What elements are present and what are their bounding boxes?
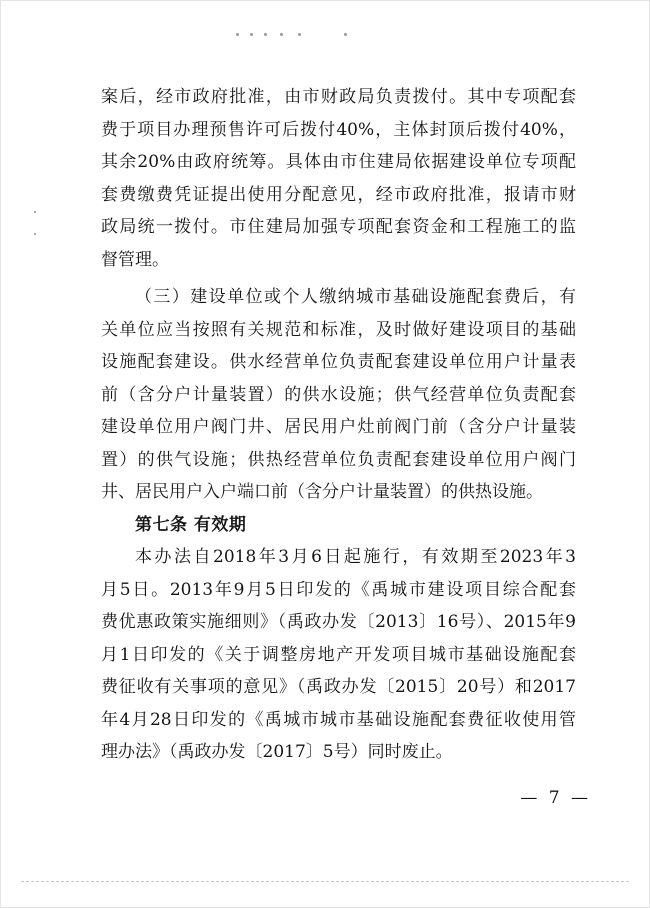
text-line: 月1日印发的《关于调整房地产开发项目城市基础设施配套 — [101, 644, 576, 665]
text-line: 费优惠政策实施细则》（禹政办发〔2013〕16号）、2015年9 — [101, 612, 576, 632]
text-line: 费于项目办理预售许可后拨付40%，主体封顶后拨付40%， — [101, 119, 576, 140]
text-line: 关单位应当按照有关规范和标准，及时做好建设项目的基础 — [101, 319, 576, 340]
text-line: 督管理。 — [101, 249, 169, 270]
text-line: 年4月28日印发的《禹城市城市基础设施配套费征收使用管 — [101, 709, 576, 730]
text-line: 案后，经市政府批准，由市财政局负责拨付。其中专项配套 — [101, 87, 576, 107]
text-line: 政局统一拨付。市住建局加强专项配套资金和工程施工的监 — [101, 217, 576, 237]
text-line: 前（含分户计量装置）的供水设施；供气经营单位负责配套 — [101, 384, 576, 405]
text-line: 其余20%由政府统筹。具体由市住建局依据建设单位专项配 — [101, 152, 576, 172]
text-line: 置）的供气设施；供热经营单位负责配套建设单位用户阀门 — [101, 449, 576, 470]
text-line: 本办法自2018年3月6日起施行，有效期至2023年3 — [135, 547, 576, 567]
text-line: 理办法》（禹政办发〔2017〕5号）同时废止。 — [101, 742, 453, 762]
text-line: （三）建设单位或个人缴纳城市基础设施配套费后，有 — [135, 287, 576, 307]
text-line: 建设单位用户阀门井、居民用户灶前阀门前（含分户计量装 — [101, 417, 576, 437]
text-line: 套费缴费凭证提出使用分配意见，经市政府批准，报请市财 — [101, 184, 576, 205]
text-line: 月5日。2013年9月5日印发的《禹城市建设项目综合配套 — [101, 579, 576, 600]
text-line: 费征收有关事项的意见》（禹政办发〔2015〕20号）和2017 — [101, 677, 576, 697]
document-body — [101, 81, 576, 769]
bottom-divider — [21, 881, 629, 882]
scan-marks — [236, 31, 366, 39]
text-line: 井、居民用户入户端口前（含分户计量装置）的供热设施。 — [101, 482, 543, 502]
scan-marks-left — [34, 211, 38, 241]
text-line: 设施配套建设。供水经营单位负责配套建设单位用户计量表 — [101, 352, 576, 372]
page-number: — 7 — — [520, 788, 591, 808]
article-heading: 第七条 有效期 — [135, 514, 247, 535]
